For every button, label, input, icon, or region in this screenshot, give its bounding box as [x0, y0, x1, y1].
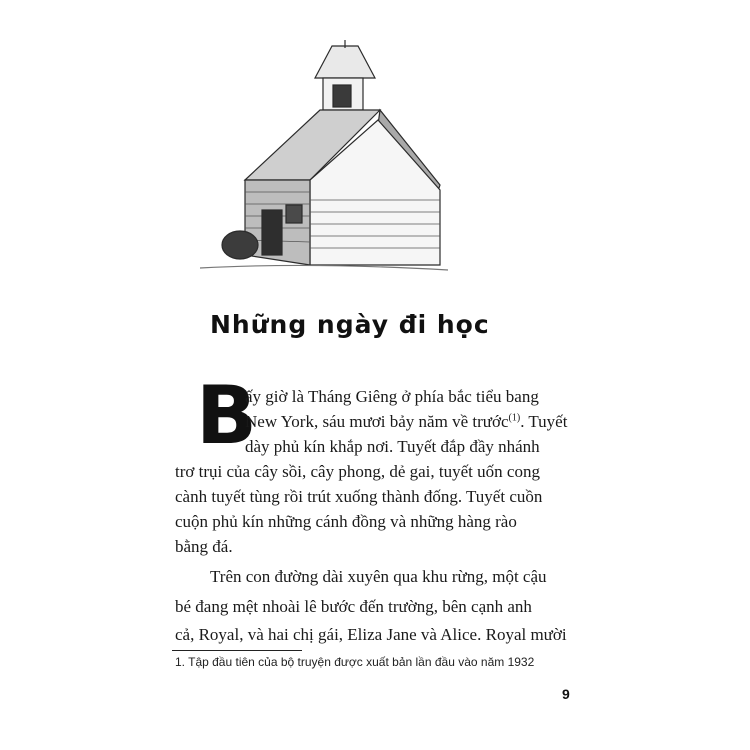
footnote-marker[interactable]: (1)	[508, 412, 521, 424]
text-line: bé đang mệt nhoài lê bước đến trường, bên cạnh anh	[175, 597, 532, 616]
footnote: 1. Tập đầu tiên của bộ truyện được xuất bản lần đầu vào năm 1932	[175, 655, 535, 669]
text-line: Trên con đường dài xuyên qua khu rừng, một cậu	[210, 567, 547, 586]
footnote-divider	[172, 650, 302, 651]
chapter-title: Những ngày đi học	[210, 310, 490, 339]
text-line: New York, sáu mươi bảy năm về trước$^{(1)}$. Tuyết	[245, 412, 568, 431]
drop-cap: B	[196, 369, 257, 462]
text-line: ấy giờ là Tháng Giêng ở phía bắc tiểu bang	[245, 387, 539, 406]
text-line: bằng đá.	[175, 537, 233, 556]
text-line: cả, Royal, và hai chị gái, Eliza Jane và Alice. Royal mười	[175, 625, 567, 644]
schoolhouse-icon	[200, 40, 448, 270]
text-line: cuộn phủ kín những cánh đồng và những hàng rào	[175, 512, 517, 531]
text-line: trơ trụi của cây sồi, cây phong, dẻ gai, tuyết uốn cong	[175, 462, 540, 481]
schoolhouse-illustration	[190, 40, 450, 275]
text-line: cành tuyết tùng rồi trút xuống thành đống. Tuyết cuồn	[175, 487, 543, 506]
page-number: 9	[562, 686, 570, 702]
text-line: dày phủ kín khắp nơi. Tuyết đắp đầy nhánh	[245, 437, 540, 456]
